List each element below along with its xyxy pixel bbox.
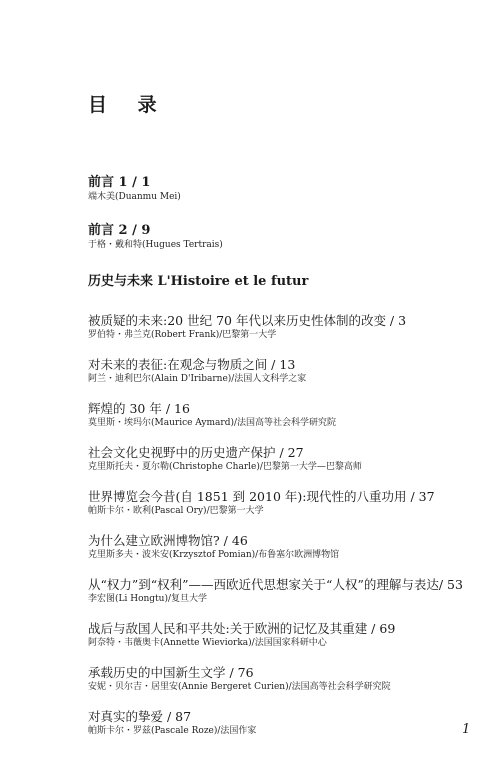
toc-entry[interactable] bbox=[88, 488, 478, 517]
entry-author: 克里斯多夫・波米安(Krzysztof Pomian)/布鲁塞尔欧洲博物馆 bbox=[88, 550, 340, 560]
toc-entry[interactable] bbox=[88, 444, 478, 473]
entry-author: 于格・戴和特(Hugues Tertrais) bbox=[88, 240, 223, 250]
entry-title: 社会文化史视野中的历史遗产保护 / 27 bbox=[88, 445, 304, 460]
entry-title: 前言 2 / 9 bbox=[88, 223, 151, 238]
entry-title: 为什么建立欧洲博物馆? / 46 bbox=[88, 533, 248, 548]
toc-entry[interactable] bbox=[88, 532, 478, 561]
toc-entry[interactable] bbox=[88, 664, 478, 693]
page-number: 1 bbox=[462, 722, 471, 737]
toc-entry[interactable] bbox=[88, 620, 478, 649]
toc-entry[interactable] bbox=[88, 356, 478, 385]
entry-title: 世界博览会今昔(自 1851 到 2010 年):现代性的八重功用 / 37 bbox=[88, 489, 435, 504]
section-heading: 历史与未来 L'Histoire et le futur bbox=[88, 274, 309, 289]
entry-author: 李宏图(Li Hongtu)/复旦大学 bbox=[88, 594, 208, 604]
entry-author: 安妮・贝尔吉・居里安(Annie Bergeret Curien)/法国高等社会科学研究院 bbox=[88, 682, 391, 692]
entry-title: 前言 1 / 1 bbox=[88, 175, 151, 190]
entry-title: 辉煌的 30 年 / 16 bbox=[88, 401, 190, 416]
entry-author: 克里斯托夫・夏尔勒(Christophe Charle)/巴黎第一大学—巴黎高师 bbox=[88, 462, 362, 472]
toc-entry-preface-2[interactable] bbox=[88, 222, 478, 251]
toc-entry[interactable] bbox=[88, 576, 478, 605]
entry-title: 对未来的表征:在观念与物质之间 / 13 bbox=[88, 357, 296, 372]
entry-title: 战后与敌国人民和平共处:关于欧洲的记忆及其重建 / 69 bbox=[88, 621, 396, 636]
table-of-contents bbox=[88, 174, 478, 752]
toc-entry-preface-1[interactable] bbox=[88, 174, 478, 203]
toc-entry[interactable] bbox=[88, 708, 478, 737]
toc-entry[interactable] bbox=[88, 400, 478, 429]
entry-title: 从“权力”到“权利”——西欧近代思想家关于“人权”的理解与表达/ 53 bbox=[88, 577, 463, 592]
entry-title: 被质疑的未来:20 世纪 70 年代以来历史性体制的改变 / 3 bbox=[88, 313, 407, 328]
entry-author: 罗伯特・弗兰克(Robert Frank)/巴黎第一大学 bbox=[88, 330, 277, 340]
toc-entry[interactable] bbox=[88, 312, 478, 341]
entry-author: 阿兰・迪利巴尔(Alain D'Iribarne)/法国人文科学之家 bbox=[88, 374, 307, 384]
entry-author: 帕斯卡尔・欧利(Pascal Ory)/巴黎第一大学 bbox=[88, 506, 264, 516]
entry-author: 阿奈特・韦薇奥卡(Annette Wieviorka)/法国国家科研中心 bbox=[88, 638, 327, 648]
entry-author: 莫里斯・埃玛尔(Maurice Aymard)/法国高等社会科学研究院 bbox=[88, 418, 337, 428]
entry-author: 端木美(Duanmu Mei) bbox=[88, 192, 181, 202]
entry-title: 对真实的挚爱 / 87 bbox=[88, 709, 192, 724]
entry-title: 承载历史的中国新生文学 / 76 bbox=[88, 665, 254, 680]
entry-author: 帕斯卡尔・罗兹(Pascale Roze)/法国作家 bbox=[88, 726, 257, 736]
page-title: 目 录 bbox=[88, 94, 169, 116]
